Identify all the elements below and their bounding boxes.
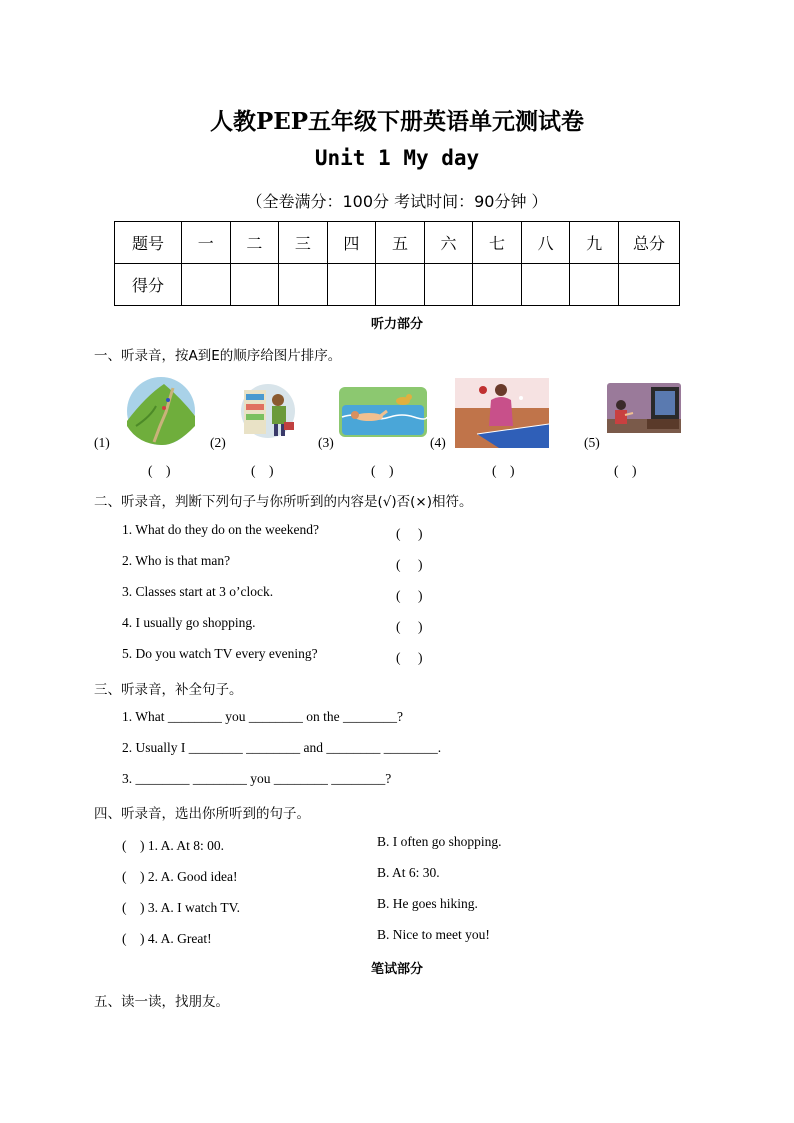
score-table-cell: 八 [521, 222, 570, 264]
score-table-cell: 二 [230, 222, 279, 264]
shopping-icon [240, 382, 296, 440]
q2-item: 3. Classes start at 3 o’clock. [122, 584, 274, 599]
picture-answer-blank[interactable]: ( ) [492, 463, 515, 478]
q2-item: 5. Do you watch TV every evening? [122, 646, 318, 661]
writing-section-heading: 笔试部分 [370, 962, 423, 977]
score-table-cell: 得分 [115, 264, 182, 306]
score-input-cell[interactable] [570, 264, 619, 306]
score-table-cell: 六 [424, 222, 473, 264]
watching-tv-icon [607, 383, 681, 433]
q2-answer-blank[interactable]: ( ) [396, 588, 425, 603]
q2-answer-blank[interactable]: ( ) [396, 619, 425, 634]
q3-item[interactable]: 1. What ________ you ________ on the ________? [122, 709, 403, 724]
q4-option-a[interactable]: ( ) 3. A. I watch TV. [122, 900, 240, 915]
q4-heading: 四、听录音，选出你所听到的句子。 [94, 806, 310, 822]
q2-item: 1. What do they do on the weekend? [122, 522, 319, 537]
score-input-cell[interactable] [279, 264, 328, 306]
q4-option-b[interactable]: B. At 6: 30. [377, 865, 440, 880]
q1-heading: 一、听录音，按A到E的顺序给图片排序。 [94, 348, 342, 364]
score-table-cell: 三 [279, 222, 328, 264]
picture-label: (3) [318, 435, 334, 450]
score-input-cell[interactable] [327, 264, 376, 306]
score-table [114, 221, 680, 306]
score-table-cell: 七 [473, 222, 522, 264]
score-input-cell[interactable] [619, 264, 680, 306]
score-table-cell: 四 [327, 222, 376, 264]
q4-option-a[interactable]: ( ) 2. A. Good idea! [122, 869, 238, 884]
picture-answer-blank[interactable]: ( ) [251, 463, 274, 478]
q2-answer-blank[interactable]: ( ) [396, 650, 425, 665]
picture-label: (2) [210, 435, 226, 450]
score-input-cell[interactable] [182, 264, 231, 306]
q2-answer-blank[interactable]: ( ) [396, 526, 425, 541]
q2-heading: 二、听录音，判断下列句子与你所听到的内容是(√)否(×)相符。 [94, 494, 473, 510]
picture-label: (5) [584, 435, 600, 450]
hiking-trail-icon [126, 376, 196, 446]
score-table-cell: 题号 [115, 222, 182, 264]
q3-heading: 三、听录音，补全句子。 [94, 682, 243, 698]
score-table-score-row [115, 264, 680, 306]
score-input-cell[interactable] [230, 264, 279, 306]
picture-answer-blank[interactable]: ( ) [148, 463, 171, 478]
q4-option-b[interactable]: B. I often go shopping. [377, 834, 502, 849]
score-info: （全卷满分：100分 考试时间：90分钟 ） [246, 192, 548, 211]
score-table-header-row [115, 222, 680, 264]
score-table-cell: 一 [182, 222, 231, 264]
q5-heading: 五、读一读，找朋友。 [94, 994, 229, 1010]
score-input-cell[interactable] [521, 264, 570, 306]
score-input-cell[interactable] [424, 264, 473, 306]
score-input-cell[interactable] [376, 264, 425, 306]
q3-item[interactable]: 2. Usually I ________ ________ and ________ ________. [122, 740, 442, 755]
unit-subtitle: Unit 1 My day [314, 146, 480, 170]
score-input-cell[interactable] [473, 264, 522, 306]
score-table-cell: 五 [376, 222, 425, 264]
page-title: 人教PEP五年级下册英语单元测试卷 [209, 108, 585, 135]
ping-pong-icon [455, 378, 549, 448]
picture-label: (1) [94, 435, 110, 450]
score-table-cell: 总分 [619, 222, 680, 264]
picture-answer-blank[interactable]: ( ) [614, 463, 637, 478]
q4-option-b[interactable]: B. He goes hiking. [377, 896, 478, 911]
q2-item: 4. I usually go shopping. [122, 615, 256, 630]
listening-section-heading: 听力部分 [370, 317, 423, 332]
picture-answer-blank[interactable]: ( ) [371, 463, 394, 478]
swimming-icon [339, 387, 427, 437]
q4-option-a[interactable]: ( ) 1. A. At 8: 00. [122, 838, 225, 853]
q3-item[interactable]: 3. ________ ________ you ________ ________? [122, 771, 392, 786]
score-table-cell: 九 [570, 222, 619, 264]
q4-option-b[interactable]: B. Nice to meet you! [377, 927, 490, 942]
q4-option-a[interactable]: ( ) 4. A. Great! [122, 931, 212, 946]
q2-answer-blank[interactable]: ( ) [396, 557, 425, 572]
q2-item: 2. Who is that man? [122, 553, 231, 568]
picture-label: (4) [430, 435, 446, 450]
